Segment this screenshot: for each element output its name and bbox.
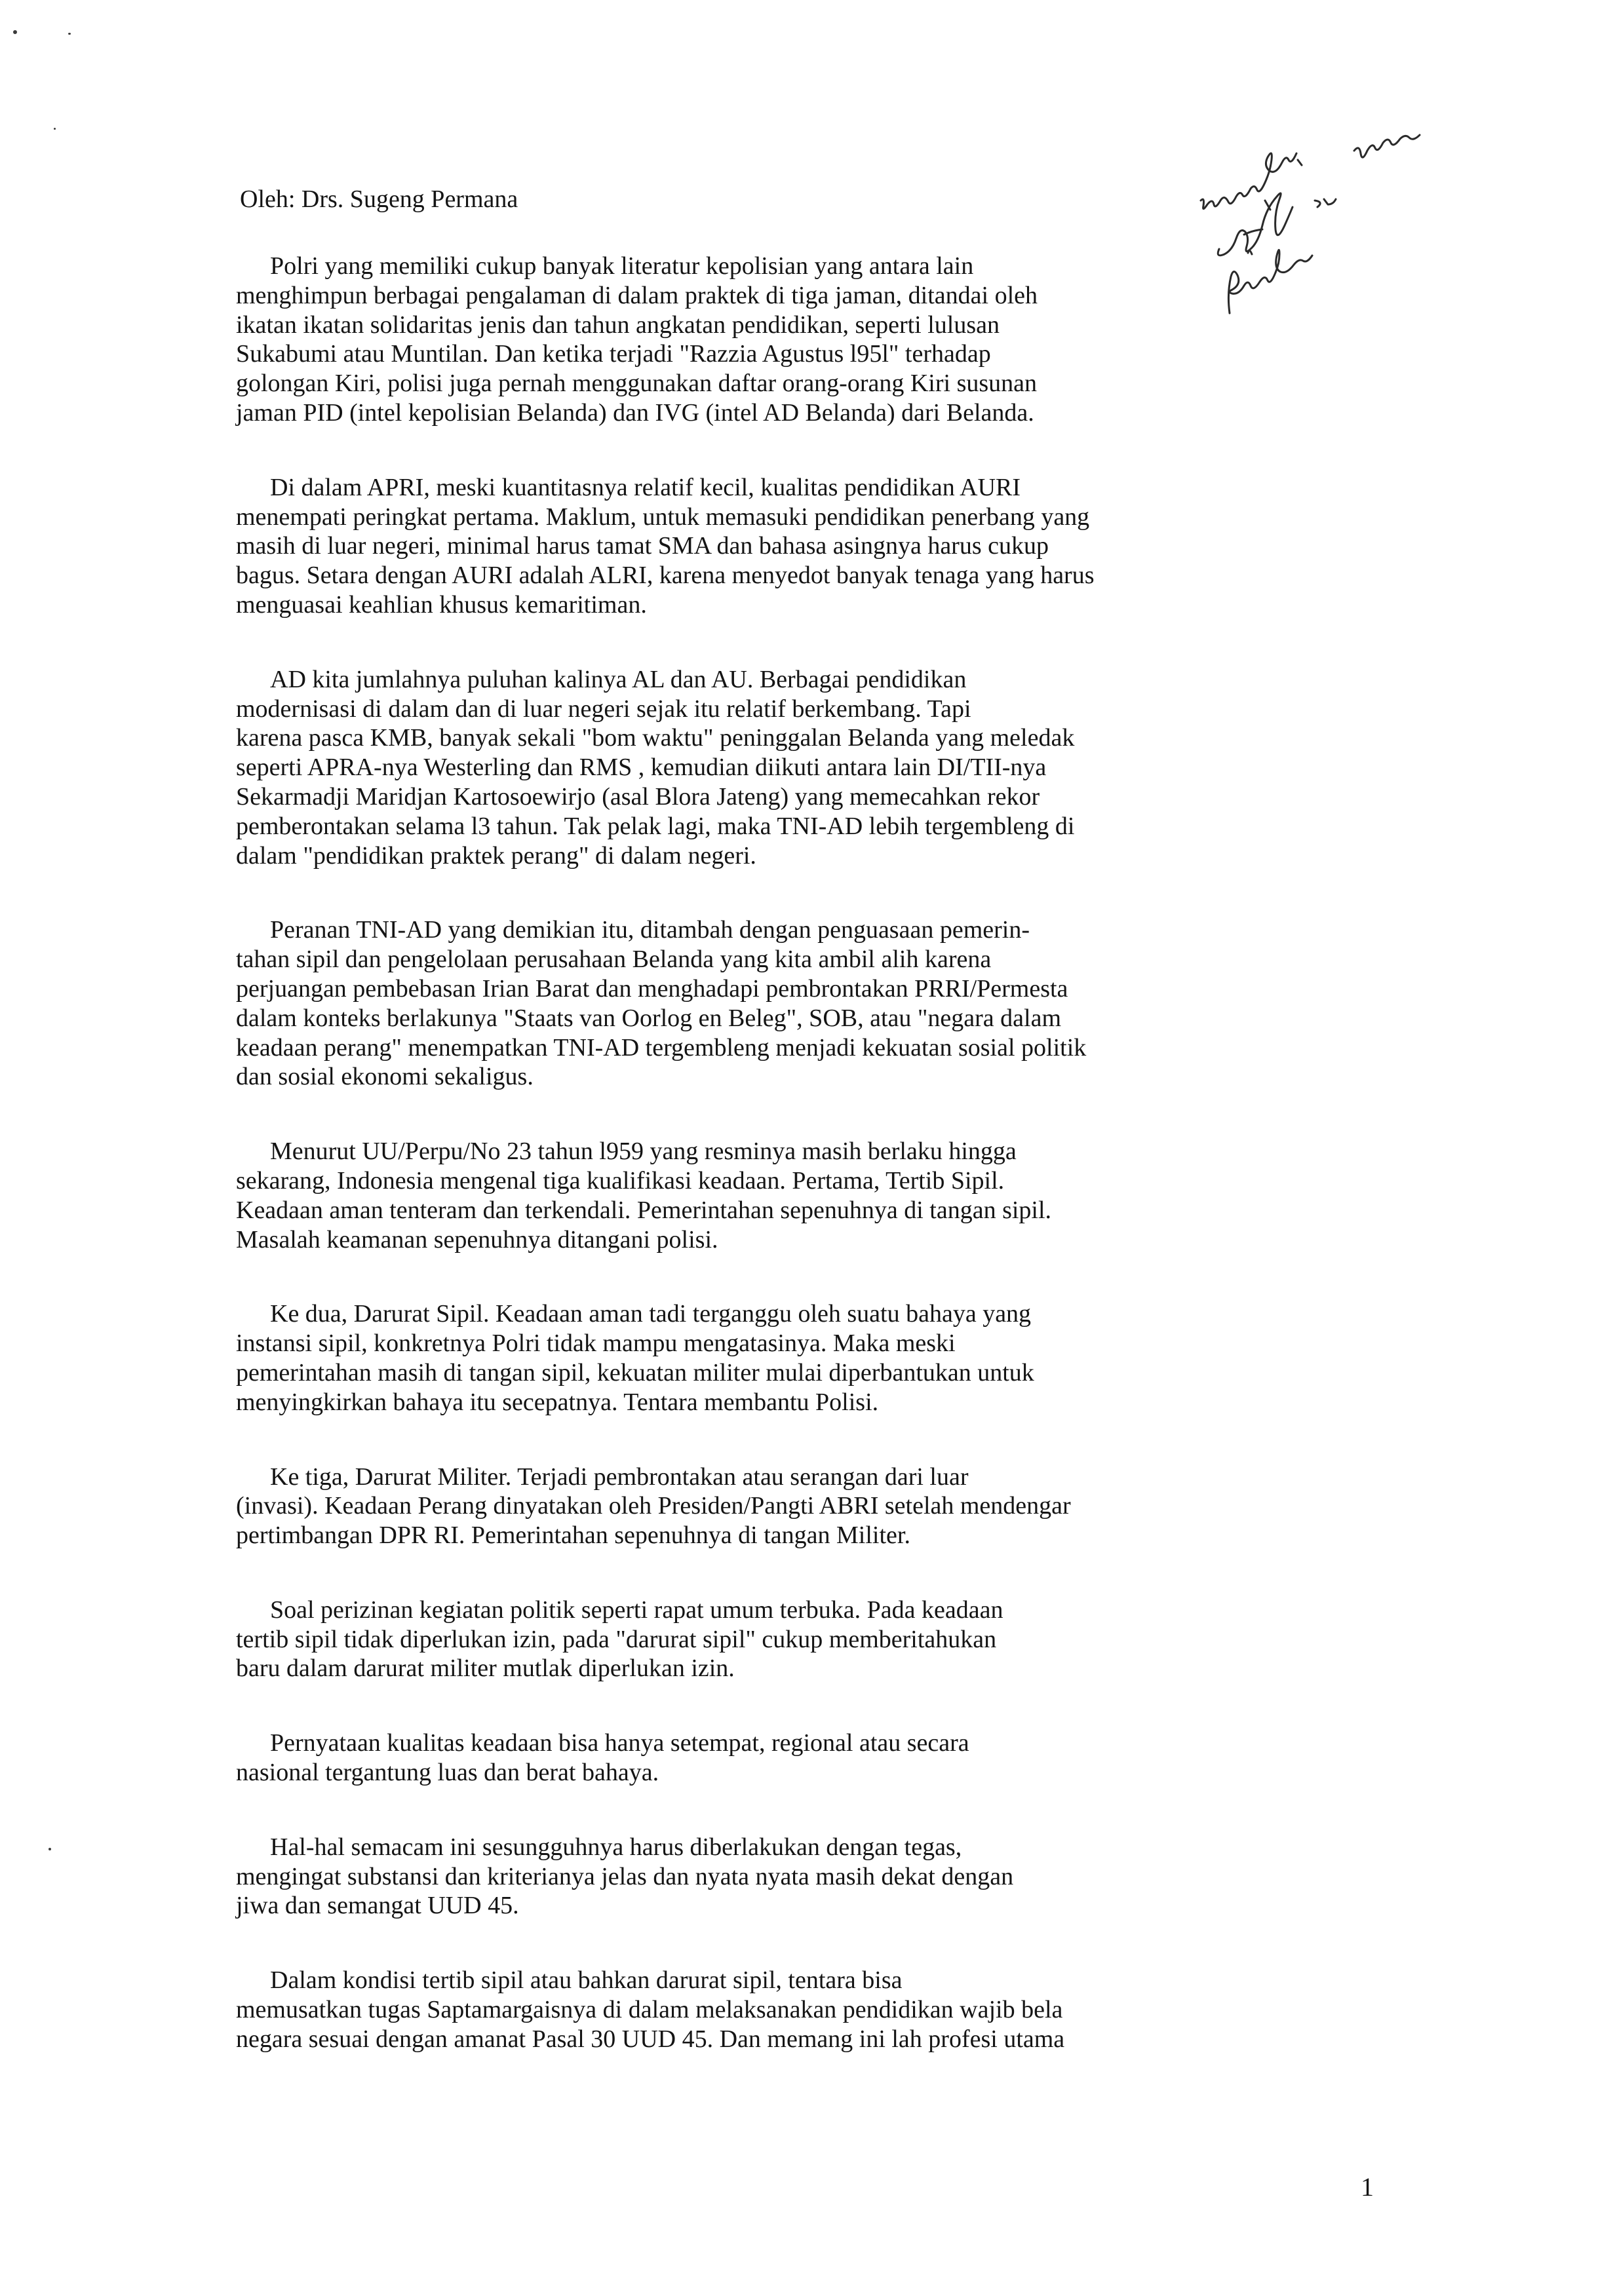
text-line: Menurut UU/Perpu/No 23 tahun l959 yang resminya masih berlaku hingga [270,1138,1017,1166]
text-line: Polri yang memiliki cukup banyak literatur kepolisian yang antara lain [270,252,974,280]
text-line: dalam "pendidikan praktek perang" di dalam negeri. [236,841,756,870]
text-line: instansi sipil, konkretnya Polri tidak mampu mengatasinya. Maka meski [236,1330,956,1358]
text-line: seperti APRA-nya Westerling dan RMS , kemudian diikuti antara lain DI/TII-nya [236,754,1047,782]
text-line: perjuangan pembebasan Irian Barat dan menghadapi pembrontakan PRRI/Permesta [236,974,1068,1003]
text-line: dan sosial ekonomi sekaligus. [236,1063,534,1091]
text-line: Sukabumi atau Muntilan. Dan ketika terjadi "Razzia Agustus l95l" terhadap [236,340,991,368]
text-line: Peranan TNI-AD yang demikian itu, ditambah dengan penguasaan pemerin- [270,916,1030,944]
text-line: ikatan ikatan solidaritas jenis dan tahun angkatan pendidikan, seperti lulusan [236,311,1000,339]
text-line: dalam konteks berlakunya "Staats van Oorlog en Beleg", SOB, atau "negara dalam [236,1004,1062,1032]
text-line: negara sesuai dengan amanat Pasal 30 UUD 45. Dan memang ini lah profesi utama [236,2025,1065,2053]
article-body [236,252,1219,2099]
text-line: Dalam kondisi tertib sipil atau bahkan darurat sipil, tentara bisa [270,1966,903,1995]
text-line: menguasai keahlian khusus kemaritiman. [236,590,647,619]
paragraph [236,1966,1219,2054]
text-line: memusatkan tugas Saptamargaisnya di dalam melaksanakan pendidikan wajib bela [236,1996,1063,2024]
text-line: tahan sipil dan pengelolaan perusahaan Belanda yang kita ambil alih karena [236,946,992,974]
paragraph [236,1833,1219,1921]
page-number: 1 [1361,2172,1374,2202]
paragraph [236,1299,1219,1417]
text-line: tertib sipil tidak diperlukan izin, pada "darurat sipil" cukup memberitahukan [236,1625,997,1653]
text-line: mengingat substansi dan kriterianya jelas dan nyata nyata masih dekat dengan [236,1862,1014,1890]
text-line: bagus. Setara dengan AURI adalah ALRI, karena menyedot banyak tenaga yang harus [236,562,1095,590]
text-line: menempati peringkat pertama. Maklum, untuk memasuki pendidikan penerbang yang [236,503,1090,531]
text-line: modernisasi di dalam dan di luar negeri sejak itu relatif berkembang. Tapi [236,695,971,723]
text-line: Pernyataan kualitas keadaan bisa hanya setempat, regional atau secara [270,1729,969,1757]
byline: Oleh: Drs. Sugeng Permana [240,185,518,213]
text-line: Soal perizinan kegiatan politik seperti rapat umum terbuka. Pada keadaan [270,1596,1003,1624]
text-line: Di dalam APRI, meski kuantitasnya relatif kecil, kualitas pendidikan AURI [270,473,1021,501]
paragraph [236,1463,1219,1550]
text-line: masih di luar negeri, minimal harus tamat SMA dan bahasa asingnya harus cukup [236,532,1049,560]
paragraph [236,1596,1219,1683]
handwritten-annotation [1193,117,1521,366]
text-line: nasional tergantung luas dan berat bahaya. [236,1759,659,1787]
text-line: (invasi). Keadaan Perang dinyatakan oleh Presiden/Pangti ABRI setelah mendengar [236,1492,1071,1520]
paragraph [236,1137,1219,1254]
text-line: AD kita jumlahnya puluhan kalinya AL dan AU. Berbagai pendidikan [270,665,967,693]
scan-speck [13,30,17,34]
text-line: Ke dua, Darurat Sipil. Keadaan aman tadi terganggu oleh suatu bahaya yang [270,1300,1032,1328]
paragraph [236,1729,1219,1788]
text-line: karena pasca KMB, banyak sekali "bom waktu" peninggalan Belanda yang meledak [236,724,1075,752]
text-line: golongan Kiri, polisi juga pernah menggunakan daftar orang-orang Kiri susunan [236,370,1038,398]
text-line: baru dalam darurat militer mutlak diperlukan izin. [236,1655,735,1683]
scan-speck [49,1848,51,1850]
text-line: menyingkirkan bahaya itu secepatnya. Tentara membantu Polisi. [236,1388,879,1416]
text-line: Hal-hal semacam ini sesungguhnya harus diberlakukan dengan tegas, [270,1833,962,1861]
text-line: jiwa dan semangat UUD 45. [236,1892,519,1920]
paragraph [236,915,1219,1092]
text-line: pemberontakan selama l3 tahun. Tak pelak lagi, maka TNI-AD lebih tergembleng di [236,812,1075,840]
paragraph [236,252,1219,428]
text-line: pemerintahan masih di tangan sipil, kekuatan militer mulai diperbantukan untuk [236,1358,1034,1387]
paragraph [236,665,1219,871]
text-line: Keadaan aman tenteram dan terkendali. Pemerintahan sepenuhnya di tangan sipil. [236,1196,1052,1224]
text-line: pertimbangan DPR RI. Pemerintahan sepenuhnya di tangan Militer. [236,1521,910,1550]
scan-speck [54,128,56,130]
text-line: keadaan perang" menempatkan TNI-AD tergembleng menjadi kekuatan sosial politik [236,1033,1087,1062]
text-line: Masalah keamanan sepenuhnya ditangani polisi. [236,1225,718,1253]
paragraph [236,473,1219,620]
text-line: jaman PID (intel kepolisian Belanda) dan IVG (intel AD Belanda) dari Belanda. [236,398,1034,427]
text-line: Ke tiga, Darurat Militer. Terjadi pembrontakan atau serangan dari luar [270,1463,969,1491]
text-line: menghimpun berbagai pengalaman di dalam praktek di tiga jaman, ditandai oleh [236,281,1038,309]
text-line: sekarang, Indonesia mengenal tiga kualifikasi keadaan. Pertama, Tertib Sipil. [236,1166,1005,1195]
text-line: Sekarmadji Maridjan Kartosoewirjo (asal Blora Jateng) yang memecahkan rekor [236,782,1040,811]
scan-speck [68,33,71,35]
